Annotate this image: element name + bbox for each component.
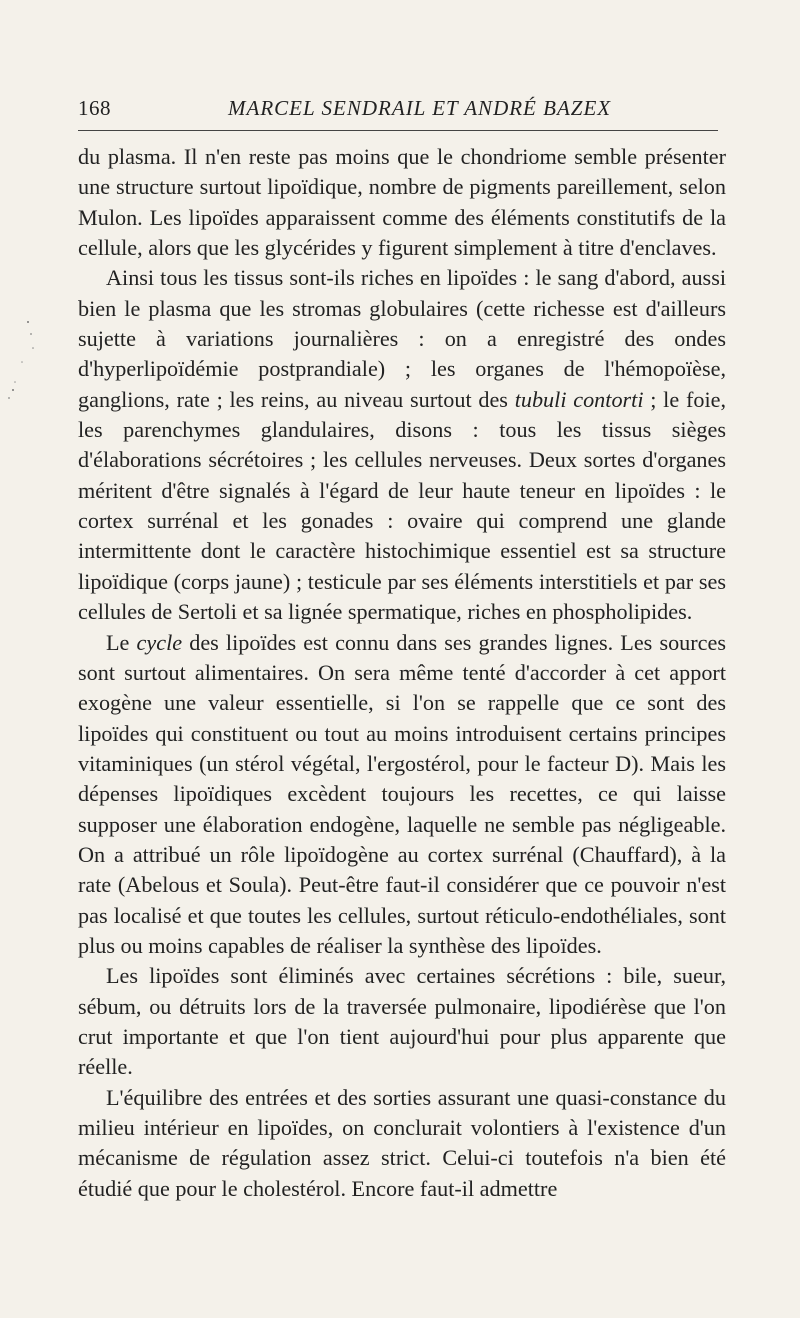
paragraph-1 <box>78 142 726 263</box>
body-text <box>78 142 726 1204</box>
italic-term-tubuli-contorti: tubuli contorti <box>514 386 644 412</box>
speck <box>27 321 29 323</box>
paragraph-1-text: du plasma. Il n'en reste pas moins que le chondriome semble présenter une structure surtout lipoïdique, nombre de pigments pareillement, selon Mulon. Les lipoïdes apparaissent comme des éléments constitutifs de la cellule, alors que les glycérides y figurent simplement à titre d'enclaves. <box>78 144 726 261</box>
page-header <box>78 96 718 130</box>
paragraph-4 <box>78 961 726 1082</box>
paragraph-3 <box>78 628 726 962</box>
speck <box>30 333 32 335</box>
paragraph-5 <box>78 1083 726 1204</box>
paragraph-5-text: L'équilibre des entrées et des sorties assurant une quasi-constance du milieu intérieur en lipoïdes, on conclurait volontiers à l'existence d'un mécanisme de régulation assez strict. Celui-ci toutefois n'a bien été étudié que pour le cholestérol. Encore faut-il admettre <box>78 1084 726 1201</box>
header-rule <box>78 130 718 131</box>
page-number: 168 <box>78 96 111 120</box>
speck <box>14 381 16 383</box>
paragraph-2-text-b: ; le foie, les parenchymes glandulaires, disons : tous les tissus sièges d'élaborations sécrétoires ; les cellules nerveuses. Deux sortes d'organes méritent d'être signalés à l'égard de leur haute teneur en lipoïdes : le cortex surrénal et les gonades : ovaire qui comprend une glande intermittente dont le caractère histochimique essentiel est sa structure lipoïdique (corps jaune) ; testicule par ses éléments interstitiels et par ses cellules de Sertoli et sa lignée spermatique, riches en phospholipides. <box>78 386 727 625</box>
running-head: MARCEL SENDRAIL ET ANDRÉ BAZEX <box>228 96 612 120</box>
speck <box>32 347 34 349</box>
paragraph-2-text-a: Ainsi tous les tissus sont-ils riches en lipoïdes : le sang d'abord, aussi bien le plasma que les stromas globulaires (cette richesse est d'ailleurs sujette à variations journalières : on a enregistré des ondes d'hyperlipoïdémie postprandiale) ; les organes de l'hémopoïèse, ganglions, rate ; les reins, au niveau surtout des <box>78 265 726 412</box>
paragraph-3-text-b: des lipoïdes est connu dans ses grandes lignes. Les sources sont surtout alimentaires. On sera même tenté d'accorder à cet apport exogène une valeur essentielle, si l'on se rappelle que ce sont des lipoïdes qui constituent ou tout au moins introduisent certains principes vitaminiques (un stérol végétal, l'ergostérol, pour le facteur D). Mais les dépenses lipoïdiques excèdent toujours les recettes, ce qui laisse supposer une élaboration endogène, laquelle ne semble pas négligeable. On a attribué un rôle lipoïdogène au cortex surrénal (Chauffard), à la rate (Abelous et Soula). Peut-être faut-il considérer que ce pouvoir n'est pas localisé et que toutes les cellules, surtout réticulo-endothéliales, sont plus ou moins capables de réaliser la synthèse des lipoïdes. <box>78 629 726 958</box>
paragraph-3-text-a: Le <box>106 629 137 655</box>
speck <box>21 361 23 363</box>
paragraph-2 <box>78 263 726 627</box>
speck <box>8 397 10 399</box>
speck <box>12 389 14 391</box>
italic-term-cycle: cycle <box>136 629 183 655</box>
paragraph-4-text: Les lipoïdes sont éliminés avec certaines sécrétions : bile, sueur, sébum, ou détruits lors de la traversée pulmonaire, lipodiérèse que l'on crut importante et que l'on tient aujourd'hui pour plus apparente que réelle. <box>78 963 726 1080</box>
